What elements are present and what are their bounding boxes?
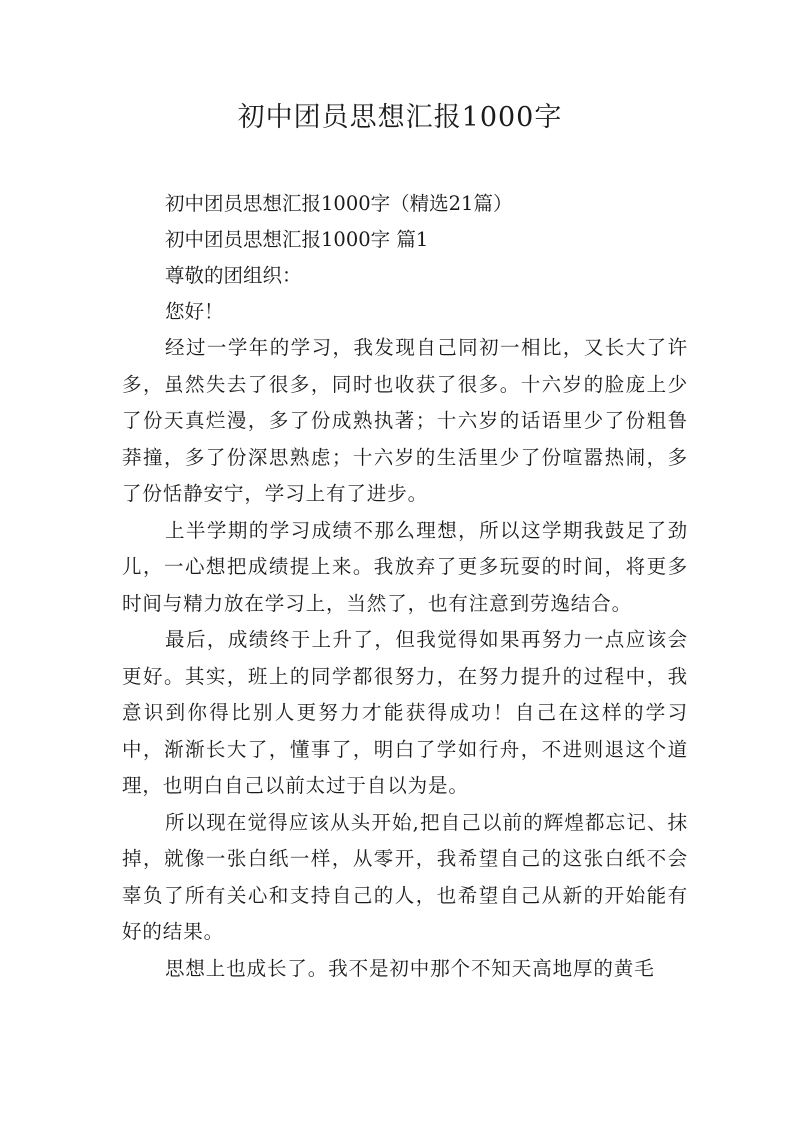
salutation: 尊敬的团组织： (165, 264, 302, 287)
paragraph-5: 思想上也成长了。我不是初中那个不知天高地厚的黄毛 (165, 956, 655, 980)
greeting: 您好！ (165, 300, 224, 323)
paragraph-3: 最后，成绩终于上升了，但我觉得如果再努力一点应该会更好。其实，班上的同学都很努力，在努力提升的过程中，我意识到你得比别人更努力才能获得成功！自己在这样的学习中，渐渐长大了，懂事了，明白了学如行舟，不进则退这个道理，也明白自己以前太过于自以为是。 (122, 628, 688, 797)
document-body (122, 186, 688, 987)
paragraph-1: 经过一学年的学习，我发现自己同初一相比，又长大了许多，虽然失去了很多，同时也收获了很多。十六岁的脸庞上少了份天真烂漫，多了份成熟执著；十六岁的话语里少了份粗鲁莽撞，多了份深思熟虑；十六岁的生活里少了份喧嚣热闹，多了份恬静安宁，学习上有了进步。 (122, 336, 688, 505)
paragraph-4: 所以现在觉得应该从头开始,把自己以前的辉煌都忘记、抹掉，就像一张白纸一样，从零开，我希望自己的这张白纸不会辜负了所有关心和支持自己的人，也希望自己从新的开始能有好的结果。 (122, 810, 688, 943)
document-subtitle: 初中团员思想汇报1000字（精选21篇） (165, 192, 513, 215)
document-title: 初中团员思想汇报1000字 (237, 102, 563, 133)
section-heading: 初中团员思想汇报1000字 篇1 (165, 228, 429, 251)
paragraph-2: 上半学期的学习成绩不那么理想，所以这学期我鼓足了劲儿，一心想把成绩提上来。我放弃了更多玩耍的时间，将更多时间与精力放在学习上，当然了，也有注意到劳逸结合。 (122, 518, 688, 615)
